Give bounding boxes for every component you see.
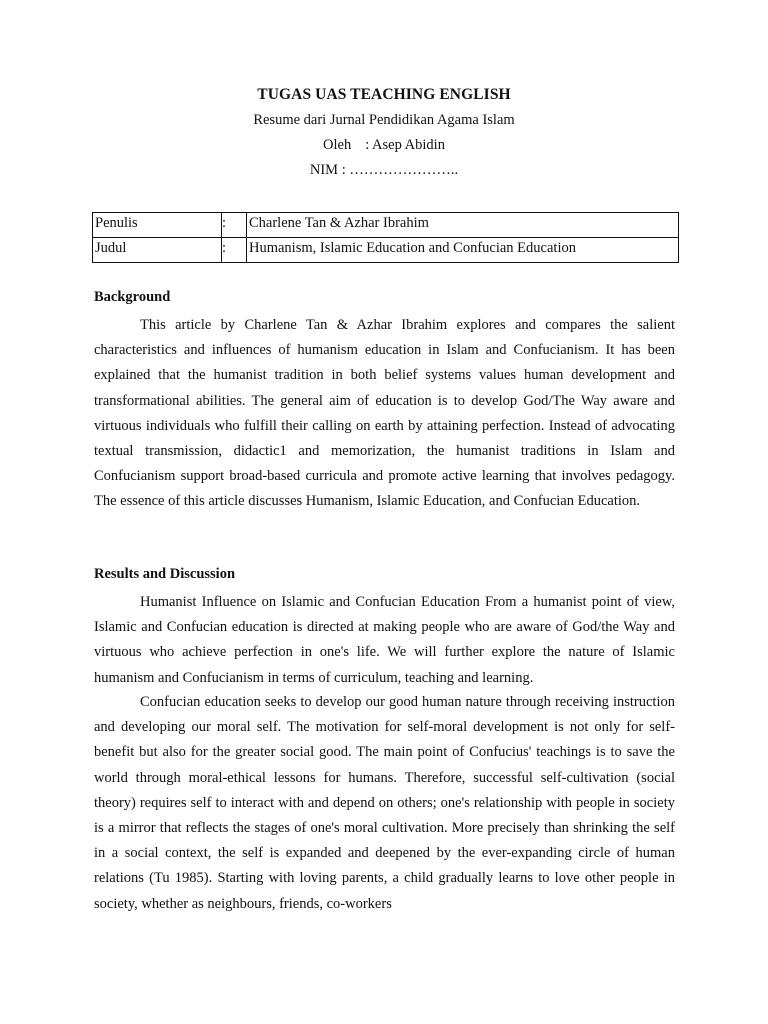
background-paragraph: This article by Charlene Tan & Azhar Ibrahim explores and compares the salient characteristics and influences of humanism education in Islam and Confucianism. It has been explained that the humanist tradition in both belief systems values human development and transformational abilities. The general aim of education is to develop God/The Way aware and virtuous individuals who fulfill their calling on earth by attaining perfection. Instead of advocating textual transmission, didactic1 and memorization, the humanist traditions in Islam and Confucianism support broad-based curricula and promote active learning that involves pedagogy. The essence of this article discusses Humanism, Islamic Education, and Confucian Education. bbox=[94, 317, 675, 510]
info-table bbox=[92, 212, 679, 263]
document-subtitle: Resume dari Jurnal Pendidikan Agama Islam bbox=[253, 112, 515, 128]
table-cell-value: Humanism, Islamic Education and Confucian Education bbox=[247, 238, 679, 263]
table-cell-label: Penulis bbox=[93, 213, 222, 238]
table-cell-colon: : bbox=[222, 213, 247, 238]
results-paragraph-1: Humanist Influence on Islamic and Confucian Education From a humanist point of view, Islamic and Confucian education is directed at making people who are aware of God/the Way and virtuous who achieve perfection in one's life. We will further explore the nature of Islamic humanism and Confucianism in terms of curriculum, teaching and learning. bbox=[94, 594, 675, 686]
table-cell-value: Charlene Tan & Azhar Ibrahim bbox=[247, 213, 679, 238]
table-cell-colon: : bbox=[222, 238, 247, 263]
table-row bbox=[93, 213, 679, 238]
table-row bbox=[93, 238, 679, 263]
author-label: Oleh bbox=[323, 137, 352, 153]
section-heading-results: Results and Discussion bbox=[94, 566, 236, 582]
table-cell-label: Judul bbox=[93, 238, 222, 263]
nim-line: NIM : ………………….. bbox=[309, 162, 459, 178]
author-name: : Asep Abidin bbox=[365, 137, 445, 153]
author-line bbox=[0, 137, 768, 154]
document-title: TUGAS UAS TEACHING ENGLISH bbox=[257, 86, 511, 103]
section-heading-background: Background bbox=[94, 289, 171, 305]
results-paragraph-2: Confucian education seeks to develop our good human nature through receiving instruction and developing our moral self. The motivation for self-moral development is not only for self-benefit but also for the greater social good. The main point of Confucius' teachings is to save the world through moral-ethical lessons for humans. Therefore, successful self-cultivation (social theory) requires self to interact with and depend on others; one's relationship with people in society is a mirror that reflects the stages of one's moral cultivation. More precisely than shrinking the self in a social context, the self is expanded and deepened by the ever-expanding circle of human relations (Tu 1985). Starting with loving parents, a child gradually learns to love other people in society, whether as neighbours, friends, co-workers bbox=[94, 694, 675, 912]
